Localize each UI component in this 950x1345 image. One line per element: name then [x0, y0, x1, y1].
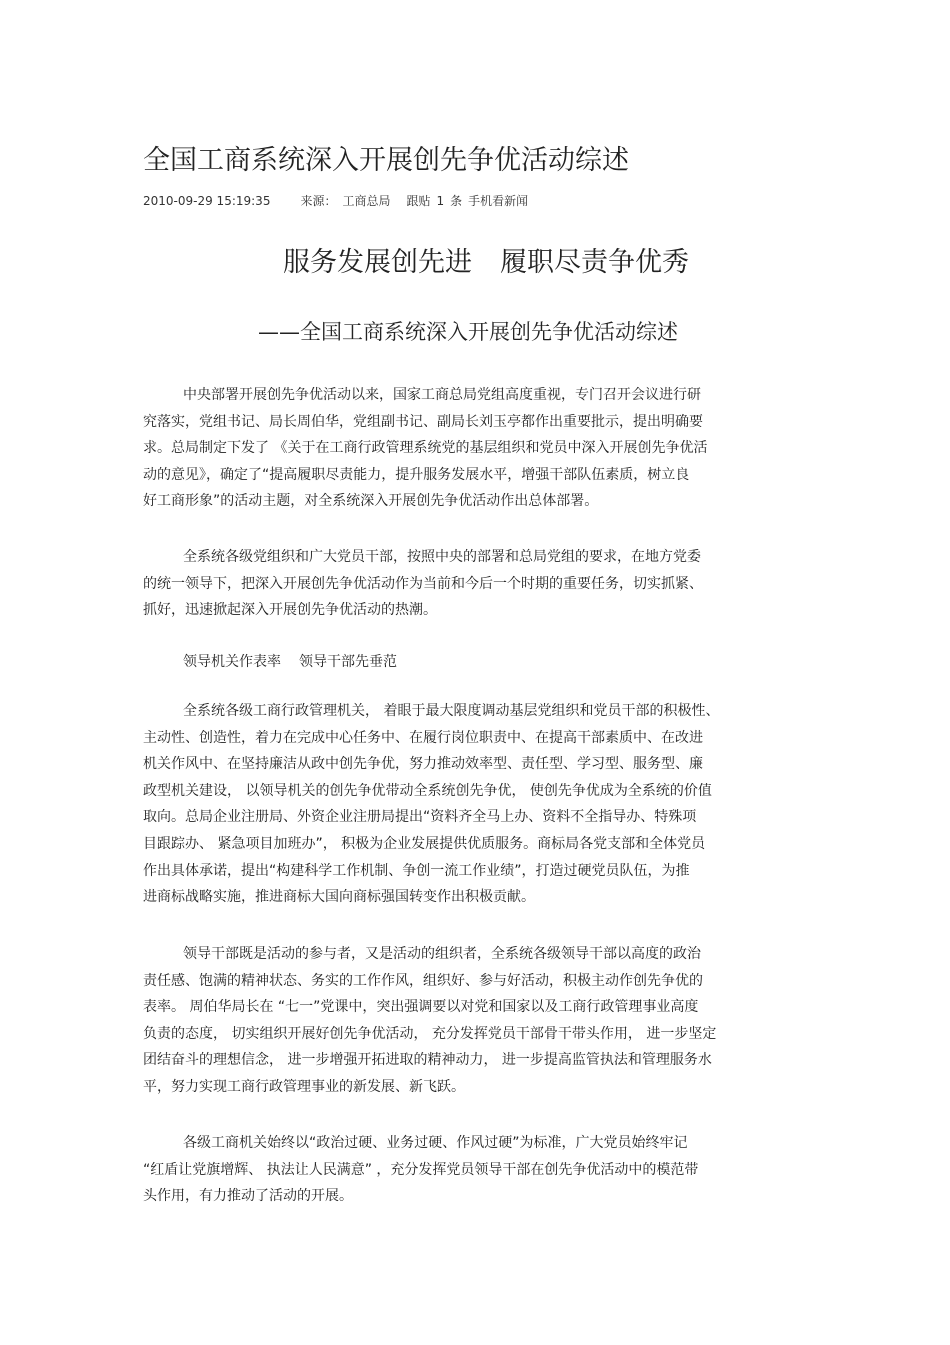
body-paragraph [143, 941, 793, 1101]
section-heading-part-1: 领导机关作表率 [183, 654, 281, 670]
body-paragraph [143, 698, 793, 911]
paragraph-line: 好工商形象”的活动主题，对全系统深入开展创先争优活动作出总体部署。 [143, 493, 599, 510]
headline-part-1: 服务发展创先进 [283, 247, 472, 278]
article-meta [143, 192, 528, 210]
paragraph-line: “红盾让党旗增辉、 执法让人民满意” ，充分发挥党员领导干部在创先争优活动中的模范带 [143, 1161, 699, 1178]
paragraph-line: 取向。总局企业注册局、外资企业注册局提出“资料齐全马上办、资料不全指导办、特殊项 [143, 809, 697, 826]
page-title: 全国工商系统深入开展创先争优活动综述 [143, 145, 629, 176]
paragraph-line: 全系统各级党组织和广大党员干部，按照中央的部署和总局党组的要求，在地方党委 [183, 549, 701, 565]
paragraph-line: 责任感、饱满的精神状态、务实的工作作风，组织好、参与好活动，积极主动作创先争优的 [143, 972, 703, 989]
paragraph-line: 平，努力实现工商行政管理事业的新发展、新飞跃。 [143, 1078, 465, 1095]
paragraph-line: 团结奋斗的理想信念， 进一步增强开拓进取的精神动力， 进一步提高监管执法和管理服务水 [143, 1052, 712, 1069]
headline-part-2: 履职尽责争优秀 [500, 247, 689, 278]
paragraph-line: 全系统各级工商行政管理机关， 着眼于最大限度调动基层党组织和党员干部的积极性、 [183, 703, 720, 719]
section-heading-part-2: 领导干部先垂范 [299, 654, 397, 670]
body-paragraph [143, 1130, 793, 1210]
paragraph-line: 负责的态度， 切实组织开展好创先争优活动， 充分发挥党员干部骨干带头作用， 进一步坚定 [143, 1025, 717, 1042]
paragraph-line: 中央部署开展创先争优活动以来，国家工商总局党组高度重视，专门召开会议进行研 [183, 387, 701, 403]
paragraph-line: 抓好，迅速掀起深入开展创先争优活动的热潮。 [143, 602, 437, 619]
publish-datetime: 2010-09-29 15:19:35 [143, 194, 271, 208]
comments-prefix: 跟贴 [406, 194, 431, 208]
comments-suffix: 条 [450, 194, 463, 208]
body-paragraph [143, 382, 793, 515]
paragraph-line: 作出具体承诺，提出“构建科学工作机制、争创一流工作业绩”，打造过硬党员队伍，为推 [143, 862, 690, 879]
headline [283, 244, 689, 282]
paragraph-line: 的统一领导下，把深入开展创先争优活动作为当前和今后一个时期的重要任务，切实抓紧、 [143, 575, 703, 592]
paragraph-line: 主动性、创造性，着力在完成中心任务中、在履行岗位职责中、在提高干部素质中、在改进 [143, 729, 703, 746]
paragraph-line: 头作用，有力推动了活动的开展。 [143, 1188, 353, 1205]
paragraph-line: 各级工商机关始终以“政治过硬、业务过硬、作风过硬”为标准，广大党员始终牢记 [183, 1135, 688, 1151]
paragraph-line: 究落实，党组书记、局长周伯华，党组副书记、副局长刘玉亭都作出重要批示，提出明确要 [143, 413, 703, 430]
source-link[interactable]: 工商总局 [342, 194, 391, 208]
body-paragraph [143, 544, 793, 624]
paragraph-line: 政型机关建设， 以领导机关的创先争优带动全系统创先争优， 使创先争优成为全系统的价值 [143, 782, 712, 799]
mobile-news-link[interactable]: 手机看新闻 [468, 194, 529, 208]
paragraph-line: 领导干部既是活动的参与者，又是活动的组织者，全系统各级领导干部以高度的政治 [183, 946, 701, 962]
subheadline: ——全国工商系统深入开展创先争优活动综述 [258, 320, 678, 344]
paragraph-line: 目跟踪办、 紧急项目加班办”， 积极为企业发展提供优质服务。商标局各党支部和全体党员 [143, 835, 706, 852]
section-heading [183, 651, 397, 673]
comments-count-link[interactable]: 1 [436, 194, 445, 208]
paragraph-line: 机关作风中、在坚持廉洁从政中创先争优，努力推动效率型、责任型、学习型、服务型、廉 [143, 756, 703, 773]
paragraph-line: 动的意见》，确定了“提高履职尽责能力，提升服务发展水平，增强干部队伍素质，树立良 [143, 466, 690, 483]
paragraph-line: 进商标战略实施，推进商标大国向商标强国转变作出积极贡献。 [143, 889, 535, 906]
paragraph-line: 求。总局制定下发了 《关于在工商行政管理系统党的基层组织和党员中深入开展创先争优活 [143, 440, 708, 457]
source-label: 来源： [300, 194, 337, 208]
paragraph-line: 表率。 周伯华局长在 “七一”党课中，突出强调要以对党和国家以及工商行政管理事业高度 [143, 999, 699, 1016]
